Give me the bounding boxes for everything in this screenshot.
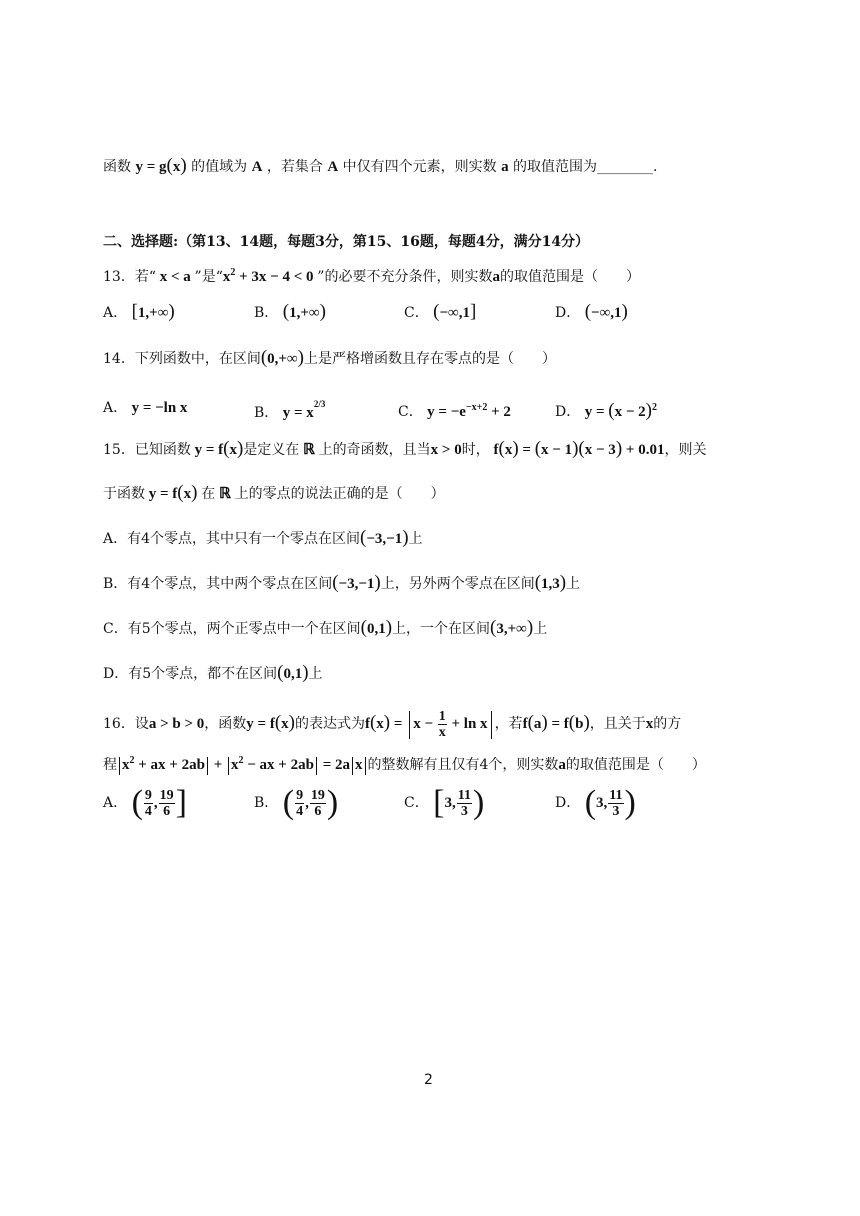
option-15-b: B．有4个零点，其中两个零点在区间(−3,−1)上，另外两个零点在区间(1,3)上 [103, 572, 581, 593]
text: 函数 [103, 159, 131, 175]
question-15-line2: 于函数 y = f(x) 在 ℝ 上的零点的说法正确的是（ ） [103, 482, 445, 503]
section-heading: 二、选择题:（第13、14题，每题3分，第15、16题，每题4分，满分14分） [103, 234, 590, 250]
option-15-a: A．有4个零点，其中只有一个零点在区间(−3,−1)上 [103, 527, 423, 548]
math: x < a [155, 269, 195, 285]
intro-line [103, 155, 657, 178]
question-13 [103, 262, 640, 288]
option-14-d: D． $y = (x - 2)^2$ [555, 400, 657, 421]
option-13-d: D． (−∞,1) [555, 301, 628, 322]
option-15-c: C．有5个零点，两个正零点中一个在区间(0,1)上，一个在区间(3,+∞)上 [103, 617, 548, 638]
math: a [501, 159, 509, 175]
option-14-a: A． y = −ln x [103, 400, 188, 416]
text: ”是“ [194, 269, 223, 285]
text: 上是严格增函数且存在零点的是（ ） [303, 351, 556, 367]
math: y = g(x) [135, 155, 187, 176]
option-14-b: B． $y = x^{2/3}$ [254, 399, 326, 421]
math: a [492, 269, 500, 285]
option-13-a: A． [1,+∞) [103, 301, 175, 322]
math: $x^2 + 3x - 4 < 0$ [222, 267, 318, 285]
option-16-d: D． (3, $\frac{11}{3}$ ) [555, 784, 636, 821]
option-16-a: A． ( $\frac{9}{4}$ , $\frac{19}{6}$ ] [103, 784, 187, 821]
option-13-c: C． (−∞,1] [404, 301, 477, 322]
option-15-d: D．有5个零点，都不在区间(0,1)上 [103, 662, 323, 683]
text: 中仅有四个元素，则实数 [342, 159, 497, 175]
math: (0,+∞) [260, 347, 304, 368]
question-16-line1: 16．设a > b > 0，函数y = f(x)的表达式为f(x) = x − $\frac{1}{x}$ + ln x ，若f(a) = f(b)，且关于x的方 [103, 709, 682, 741]
math: A [251, 159, 263, 175]
text: 的值域为 [191, 159, 248, 175]
option-16-b: B． ( $\frac{9}{4}$ , $\frac{19}{6}$ ) [254, 784, 339, 821]
math: A [327, 159, 339, 175]
text: 14．下列函数中，在区间 [103, 351, 261, 367]
text: ，若集合 [266, 159, 323, 175]
text: 的取值范围是（ ） [499, 269, 640, 285]
option-13-b: B． (1,+∞) [254, 301, 326, 322]
question-15-line1: 15．已知函数 y = f(x)是定义在 ℝ 上的奇函数，且当x > 0时， f(x) = (x − 1)(x − 3) + 0.01，则关 [103, 438, 707, 459]
option-14-c: C． $y = -e^{-x+2} + 2$ [398, 402, 511, 420]
text: 的取值范围为________. [513, 159, 658, 175]
page-number: 2 [424, 1072, 433, 1088]
option-16-c: C． [3, $\frac{11}{3}$ ) [404, 784, 485, 821]
text: ”的必要不充分条件，则实数 [317, 269, 493, 285]
question-14 [103, 347, 556, 370]
question-16-line2: 程 $x^2$ + ax + $2ab + x^2$ − ax + 2ab = 2a x 的整数解有且仅有4个，则实数a的取值范围是（ ） [103, 755, 706, 773]
text: 13．若“ [103, 269, 156, 285]
